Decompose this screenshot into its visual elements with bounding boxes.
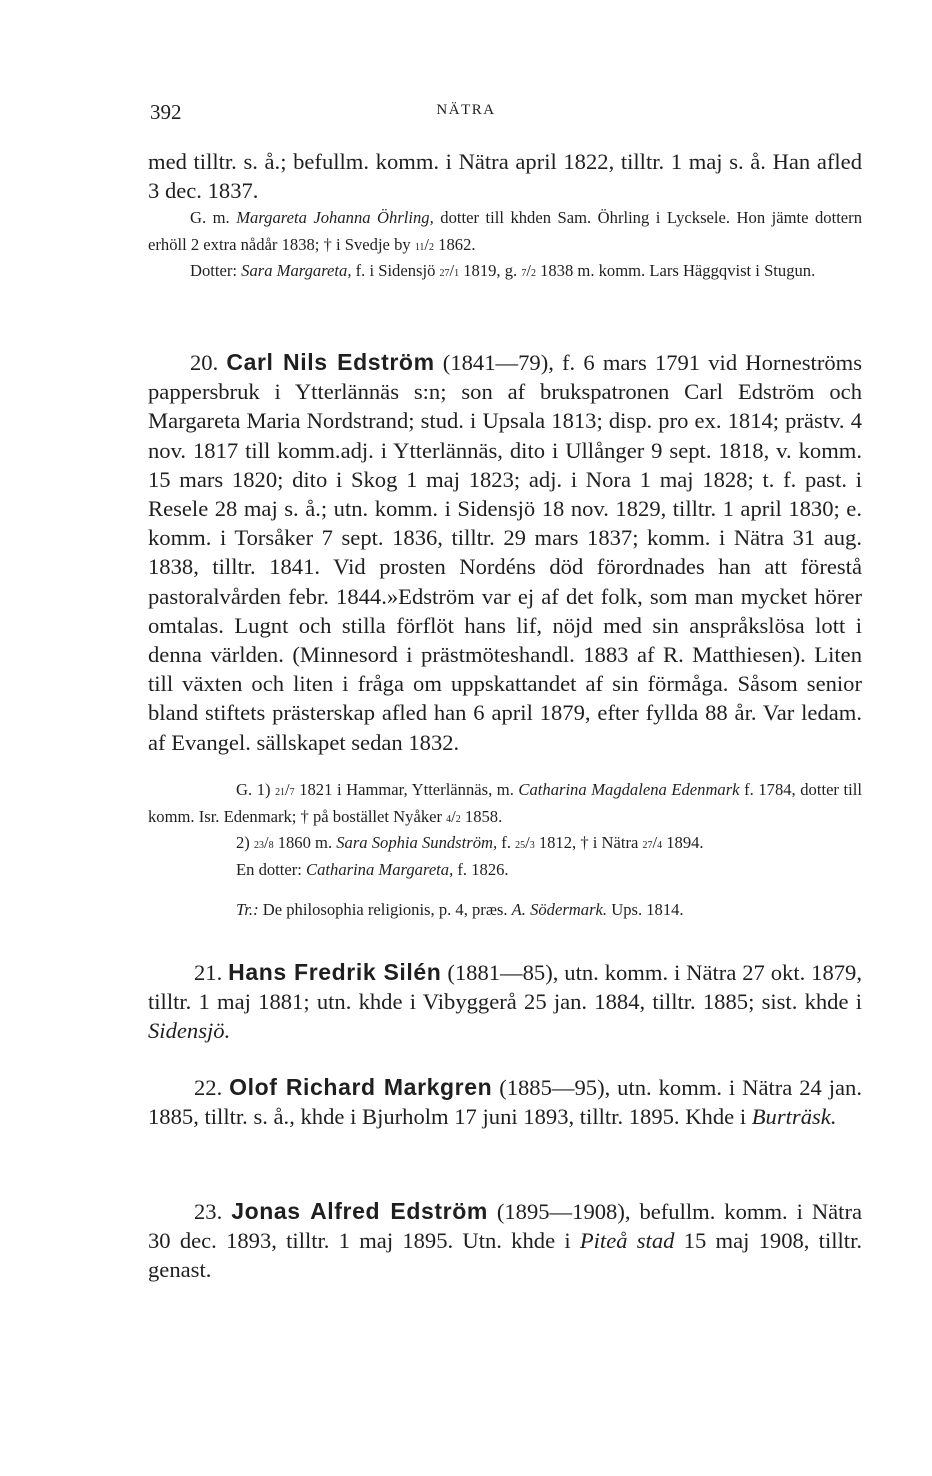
entry-name: Carl Nils Edström [226,349,435,375]
spouse-name: Margareta Johanna Öhrling, [236,208,434,227]
marriage-note-19: G. m. Margareta Johanna Öhrling, dotter till khden Sam. Öhrling i Lycksele. Hon jämte dottern erhöll 2 extra nådår 1838; † i Svedje by $^{11}/_2$ 1862. [148,208,862,254]
place-name: Burträsk. [751,1104,837,1130]
daughter-note-20: En dotter: Catharina Margareta, f. 1826. [236,860,509,879]
entry-23: 23. Jonas Alfred Edström (1895—1908), befullm. komm. i Nätra 30 dec. 1893, tilltr. 1 maj 1895. Utn. khde i Piteå stad 15 maj 1908, tilltr. genast. [148,1198,863,1283]
entry-22: 22. Olof Richard Markgren (1885—95), utn. komm. i Nätra 24 jan. 1885, tilltr. s. å., khde i Bjurholm 17 juni 1893, tilltr. 1895. Khde i Burträsk. [148,1074,862,1130]
daughter-name: Sara Margareta, [241,261,352,280]
intro-paragraph: med tilltr. s. å.; befullm. komm. i Nätra april 1822, tilltr. 1 maj s. å. Han afled 3 dec. 1837. [148,149,862,204]
place-name: Sidensjö. [148,1018,231,1044]
page-number: 392 [150,100,182,124]
running-head: NÄTRA [436,102,496,118]
entry-number: 21. [194,960,229,985]
entry-name: Olof Richard Markgren [229,1074,493,1100]
entry-name: Jonas Alfred Edström [231,1198,488,1224]
entry-number: 20. [190,350,227,375]
dissertation-note-20: Tr.: De philosophia religionis, p. 4, præs. A. Södermark. Ups. 1814. [236,900,684,919]
daughter-note-19: Dotter: Sara Margareta, f. i Sidensjö $^{27}/_1$ 1819, g. $^7/_2$ 1838 m. komm. Lars Häggqvist i Stugun. [190,261,816,280]
entry-20: 20. Carl Nils Edström (1841—79), f. 6 mars 1791 vid Horneströms pappersbruk i Ytterlännäs s:n; son af brukspatronen Carl Edström och Margareta Maria Nordstrand; stud. i Upsala 1813; disp. pro ex. 1814; prästv. 4 nov. 1817 till komm.adj. i Ytterlännäs, dito i Ullånger 9 sept. 1818, v. komm. 15 mars 1820; dito i Skog 1 maj 1823; adj. i Nora 1 maj 1828; t. f. past. i Resele 28 maj s. å.; utn. komm. i Sidensjö 18 nov. 1829, tilltr. 1 april 1830; e. komm. i Torsåker 7 sept. 1836, tilltr. 29 mars 1837; komm. i Nätra 31 aug. 1838, tilltr. 1841. Vid prosten Nordéns död förordnades han att förestå pastoralvården febr. 1844.»Edström var ej af det folk, som man mycket hörer omtalas. Lugnt och stilla förflöt hans lif, nöjd med sin anspråkslösa lott i denna världen. (Minnesord i prästmöteshandl. 1883 af R. Matthiesen). Liten till växten och liten i fråga om uppskattandet af sin förmåga. Såsom senior bland stiftets prästerskap afled han 6 april 1879, efter fyllda 88 år. Var ledam. af Evangel. sällskapet sedan 1832. [148,349,863,755]
marriage-note-20: G. 1) $^{21}/_7$ 1821 i Hammar, Ytterlännäs, m. Catharina Magdalena Edenmark f. 1784, dotter till komm. Isr. Edenmark; † på bostället Nyåker $^4/_2$ 1858. [148,780,862,826]
daughter-name: Catharina Margareta, [306,860,454,879]
spouse-name: Sara Sophia Sundström, [336,833,498,852]
entry-number: 23. [194,1199,232,1224]
entry-number: 22. [194,1075,230,1100]
place-name: Piteå stad [579,1228,675,1254]
spouse-name: Catharina Magdalena Edenmark [518,780,740,799]
entry-name: Hans Fredrik Silén [228,959,442,985]
second-marriage-note-20: 2) $^{23}/_8$ 1860 m. Sara Sophia Sundström, f. $^{25}/_3$ 1812, † i Nätra $^{27}/_4$ 1894. [236,833,704,852]
entry-21: 21. Hans Fredrik Silén (1881—85), utn. komm. i Nätra 27 okt. 1879, tilltr. 1 maj 1881; utn. khde i Vibyggerå 25 jan. 1884, tilltr. 1885; sist. khde i Sidensjö. [148,959,863,1044]
